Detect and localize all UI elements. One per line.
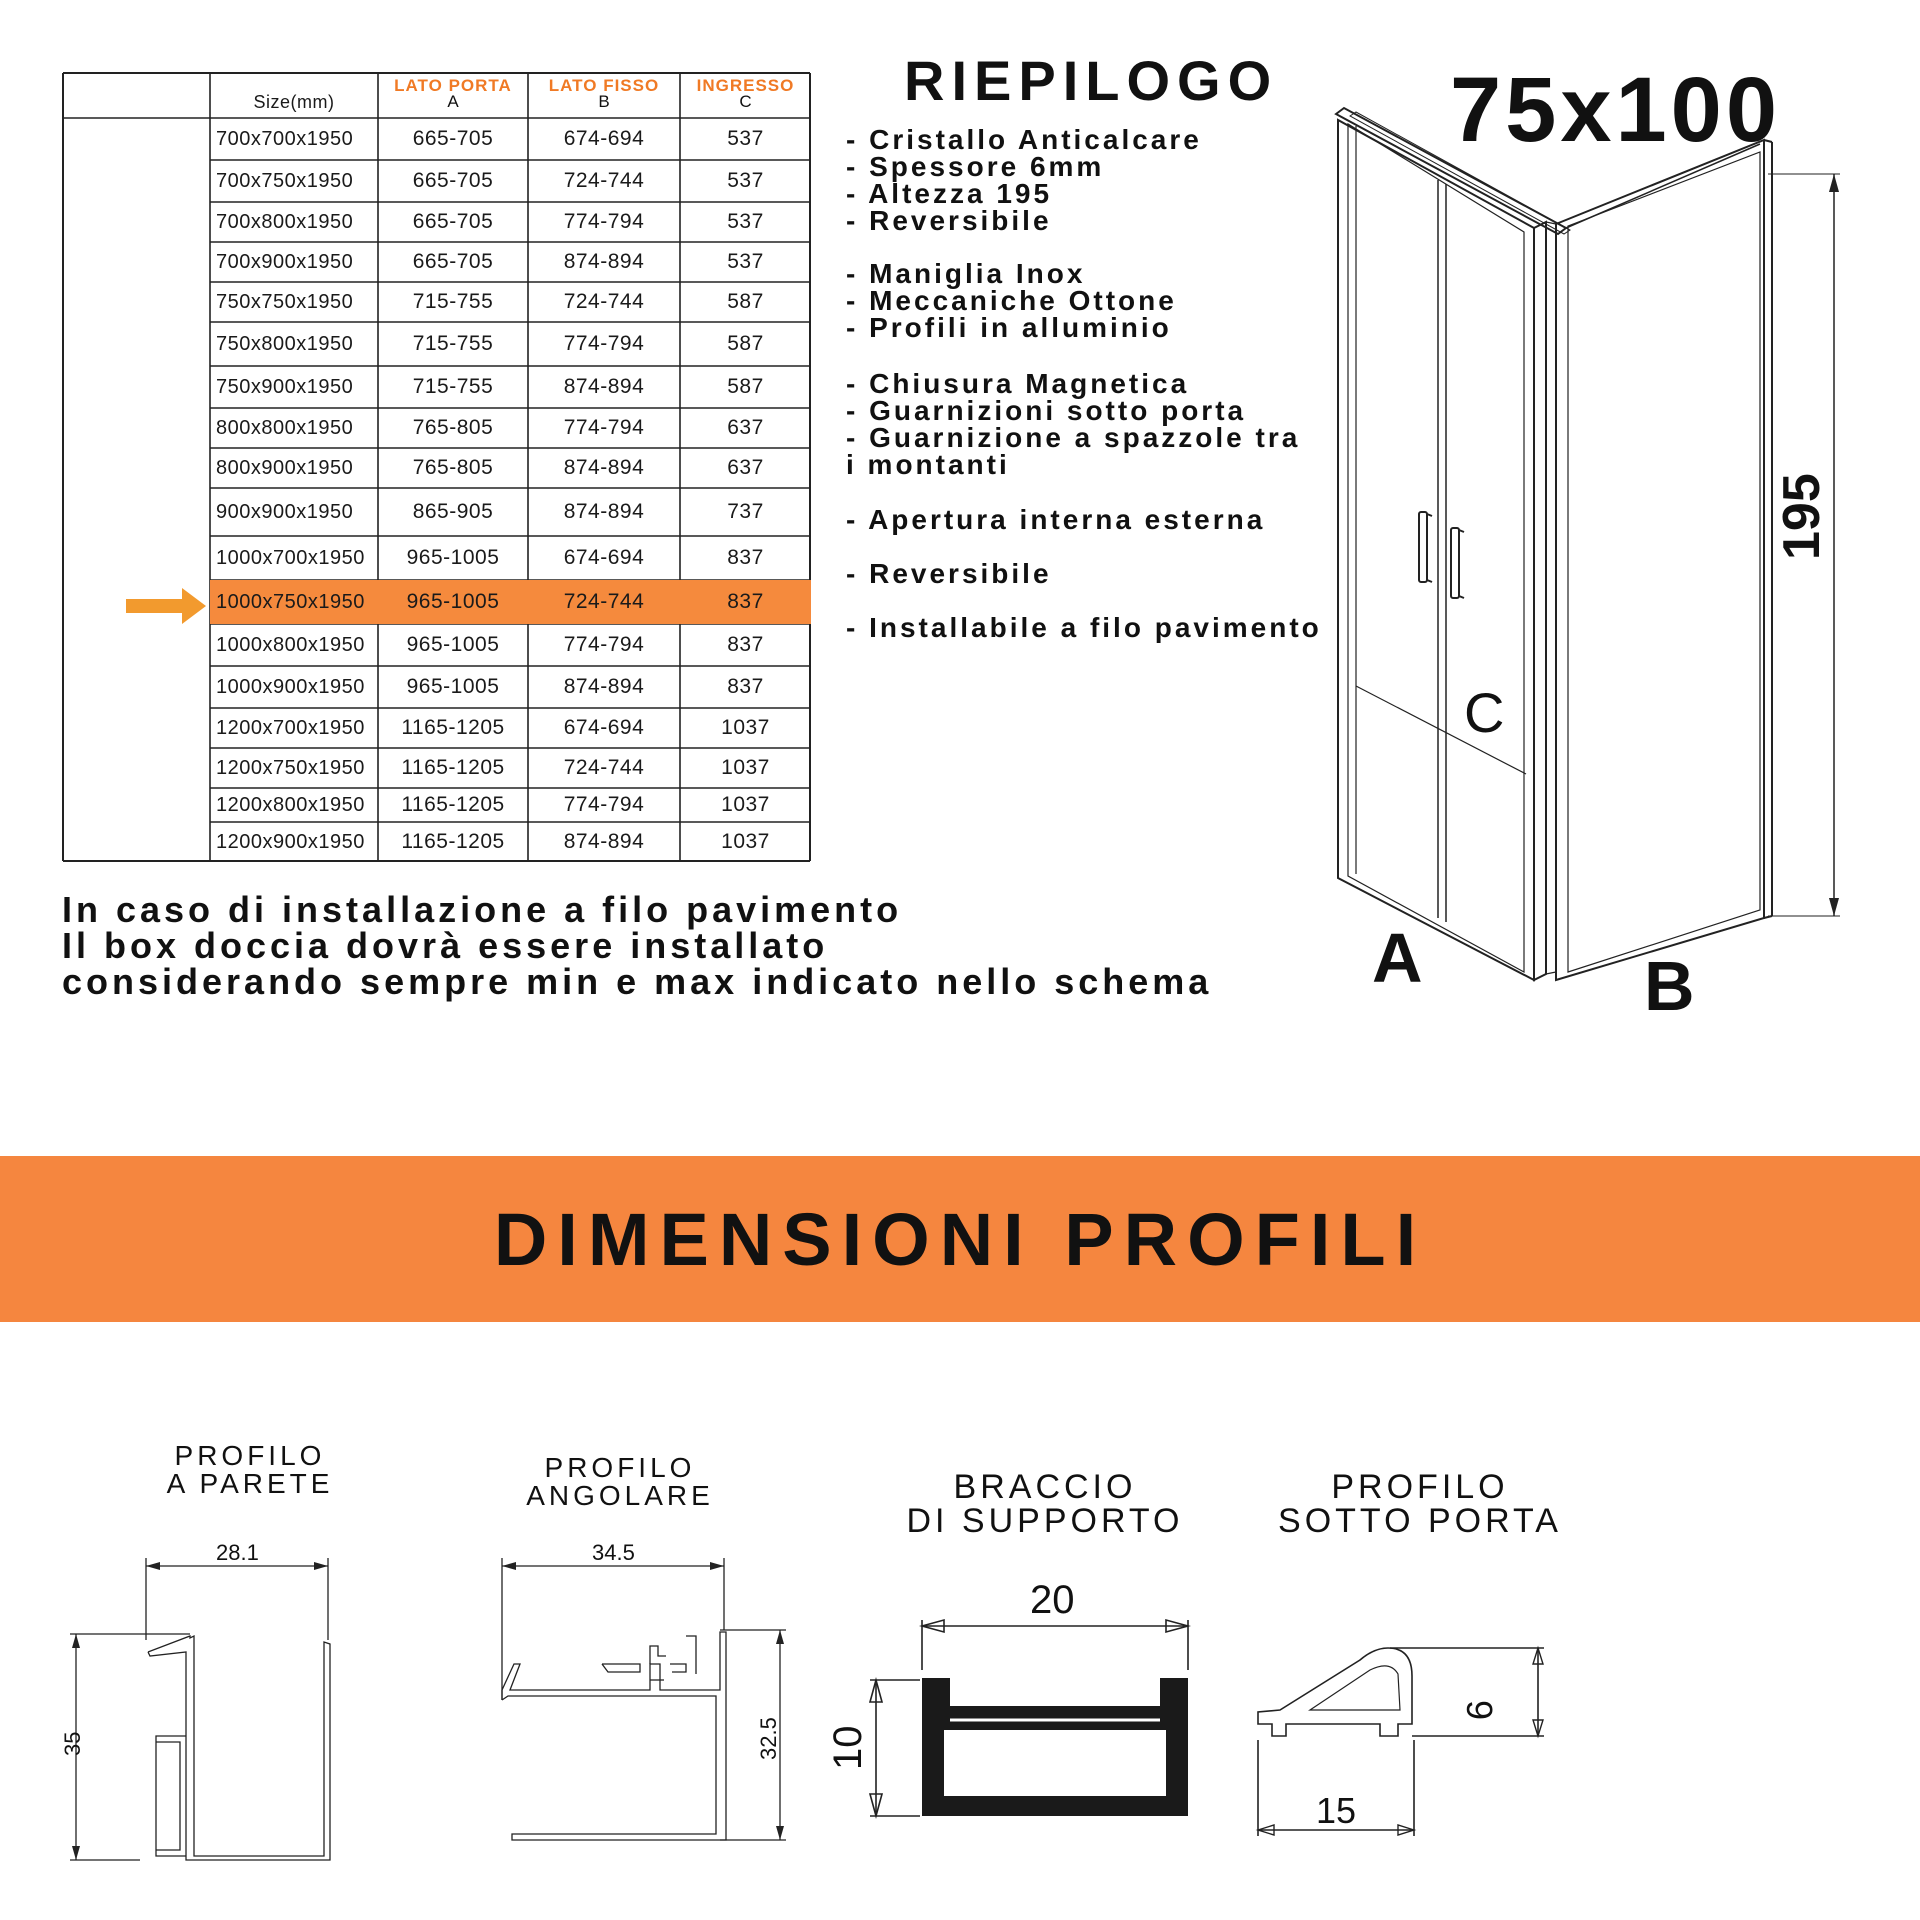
table-cell-entry: 837 [727,633,764,656]
table-cell-fixed: 774-794 [563,633,645,656]
table-cell-fixed: 724-744 [563,290,645,313]
table-cell-door: 965-1005 [406,675,500,698]
profile-under-door-drawing [1240,1620,1570,1860]
table-cell-door: 965-1005 [406,633,500,656]
table-cell-size: 1200x800x1950 [216,793,365,816]
table-cell-entry: 587 [727,375,764,398]
table-cell-size: 900x900x1950 [216,500,354,523]
feature-item: - Maniglia Inox [846,258,1086,289]
table-cell-door: 765-805 [412,456,494,479]
table-cell-size: 1000x700x1950 [216,546,365,569]
table-header-size: Size(mm) [253,91,335,112]
feature-item: - Reversibile [846,205,1052,236]
height-label: 195 [1773,473,1831,560]
table-cell-fixed: 724-744 [563,590,645,613]
feature-item: - Spessore 6mm [846,151,1105,182]
table-cell-size: 700x750x1950 [216,169,354,192]
table-cell-door: 715-755 [412,332,494,355]
table-cell-size: 1000x800x1950 [216,633,365,656]
profile-under-door-title-line2: SOTTO PORTA [1278,1502,1562,1540]
table-header-entry-title: INGRESSO [696,76,795,95]
table-cell-door: 1165-1205 [401,793,505,816]
table-cell-fixed: 774-794 [563,793,645,816]
profile-corner-drawing [490,1540,810,1870]
feature-item: - Reversibile [846,558,1052,589]
profile-wall-drawing [60,1540,360,1870]
table-header-door [378,74,528,118]
table-cell-fixed: 674-694 [563,546,645,569]
label-b: B [1644,947,1695,1025]
feature-item: - Meccaniche Ottone [846,285,1177,316]
profile-arm-title-line2: DI SUPPORTO [906,1502,1184,1540]
table-cell-door: 965-1005 [406,546,500,569]
profile-wall-height: 35 [60,1731,85,1756]
profile-wall-title-line1: PROFILO [174,1440,326,1471]
table-cell-entry: 637 [727,416,764,439]
table-cell-fixed: 874-894 [563,375,645,398]
table-cell-entry: 637 [727,456,764,479]
profile-under-door-title-line1: PROFILO [1331,1468,1509,1506]
table-cell-size: 750x750x1950 [216,290,354,313]
table-header-fixed-letter: B [598,92,610,111]
feature-item: - Cristallo Anticalcare [846,124,1202,155]
table-cell-fixed: 674-694 [563,716,645,739]
table-cell-size: 1200x750x1950 [216,756,365,779]
table-cell-entry: 537 [727,250,764,273]
feature-item: - Altezza 195 [846,178,1053,209]
profile-wall-title-line2: A PARETE [166,1468,334,1499]
table-cell-size: 1000x900x1950 [216,675,365,698]
table-cell-size: 1200x900x1950 [216,830,365,853]
table-cell-entry: 837 [727,590,764,613]
summary-title: RIEPILOGO [904,49,1279,112]
table-cell-fixed: 774-794 [563,416,645,439]
table-cell-door: 715-755 [412,375,494,398]
table-header-fixed-title: LATO FISSO [548,76,660,95]
table-cell-entry: 1037 [721,793,770,816]
profile-wall-width: 28.1 [216,1540,259,1565]
table-cell-size: 1200x700x1950 [216,716,365,739]
install-note-line: In caso di installazione a filo pavimento [62,889,903,930]
table-cell-fixed: 874-894 [563,250,645,273]
feature-item: - Installabile a filo pavimento [846,612,1322,643]
table-cell-size: 1000x750x1950 [216,590,365,613]
table-cell-door: 665-705 [412,169,494,192]
profile-arm-title [890,1470,1200,1538]
table-cell-fixed: 724-744 [563,756,645,779]
label-a: A [1372,919,1423,997]
profile-under-door-title [1270,1470,1570,1538]
table-cell-fixed: 874-894 [563,830,645,853]
feature-item: - Profili in alluminio [846,312,1172,343]
table-cell-door: 965-1005 [406,590,500,613]
feature-item: - Guarnizione a spazzole tra [846,422,1301,453]
table-cell-entry: 737 [727,500,764,523]
table-cell-door: 1165-1205 [401,716,505,739]
table-cell-entry: 837 [727,675,764,698]
table-cell-entry: 1037 [721,830,770,853]
feature-item: i montanti [846,449,1010,480]
profiles-band [0,1156,1920,1322]
table-cell-size: 700x900x1950 [216,250,354,273]
table-cell-door: 865-905 [412,500,494,523]
model-size: 75x100 [1450,59,1781,161]
profile-corner-title-line2: ANGOLARE [526,1480,714,1511]
table-cell-size: 800x800x1950 [216,416,354,439]
table-cell-door: 665-705 [412,210,494,233]
table-cell-size: 750x900x1950 [216,375,354,398]
profile-corner-width: 34.5 [592,1540,635,1565]
shower-enclosure-drawing [1320,100,1860,1020]
feature-item: - Chiusura Magnetica [846,368,1190,399]
table-cell-fixed: 874-894 [563,456,645,479]
feature-item: - Guarnizioni sotto porta [846,395,1247,426]
table-cell-entry: 537 [727,210,764,233]
table-cell-size: 700x800x1950 [216,210,354,233]
table-cell-size: 700x700x1950 [216,127,354,150]
label-c: C [1464,681,1505,744]
table-cell-entry: 1037 [721,756,770,779]
table-cell-fixed: 874-894 [563,500,645,523]
table-cell-entry: 587 [727,332,764,355]
install-note [62,889,1213,1002]
size-table [62,72,811,862]
highlight-arrow-icon [124,584,210,628]
band-title: DIMENSIONI PROFILI [493,1197,1427,1281]
profile-arm-title-line1: BRACCIO [953,1468,1137,1506]
table-header-door-title: LATO PORTA [394,76,512,95]
table-header-door-letter: A [447,92,459,111]
table-cell-size: 800x900x1950 [216,456,354,479]
profile-wall-title [140,1442,360,1498]
table-cell-entry: 1037 [721,716,770,739]
profile-corner-title [510,1454,730,1510]
table-cell-fixed: 774-794 [563,332,645,355]
table-cell-size: 750x800x1950 [216,332,354,355]
table-cell-door: 665-705 [412,250,494,273]
table-cell-door: 665-705 [412,127,494,150]
table-cell-entry: 587 [727,290,764,313]
table-header-entry [680,74,811,118]
table-cell-entry: 837 [727,546,764,569]
table-cell-fixed: 674-694 [563,127,645,150]
table-cell-fixed: 724-744 [563,169,645,192]
profile-corner-height: 32.5 [756,1717,781,1760]
table-header-entry-letter: C [739,92,752,111]
profile-arm-width: 20 [1030,1578,1075,1622]
feature-item: - Apertura interna esterna [846,504,1266,535]
profile-under-door-width: 15 [1316,1790,1357,1831]
install-note-line: considerando sempre min e max indicato nello schema [62,961,1213,1002]
profile-corner-title-line1: PROFILO [544,1452,696,1483]
table-cell-fixed: 874-894 [563,675,645,698]
table-cell-door: 715-755 [412,290,494,313]
profile-arm-height: 10 [826,1725,870,1770]
table-cell-entry: 537 [727,127,764,150]
table-cell-door: 1165-1205 [401,830,505,853]
profile-under-door-height: 9 [1459,1700,1500,1721]
table-cell-fixed: 774-794 [563,210,645,233]
install-note-line: Il box doccia dovrà essere installato [62,925,829,966]
table-cell-entry: 537 [727,169,764,192]
table-cell-door: 765-805 [412,416,494,439]
table-header-fixed [528,74,680,118]
table-cell-door: 1165-1205 [401,756,505,779]
